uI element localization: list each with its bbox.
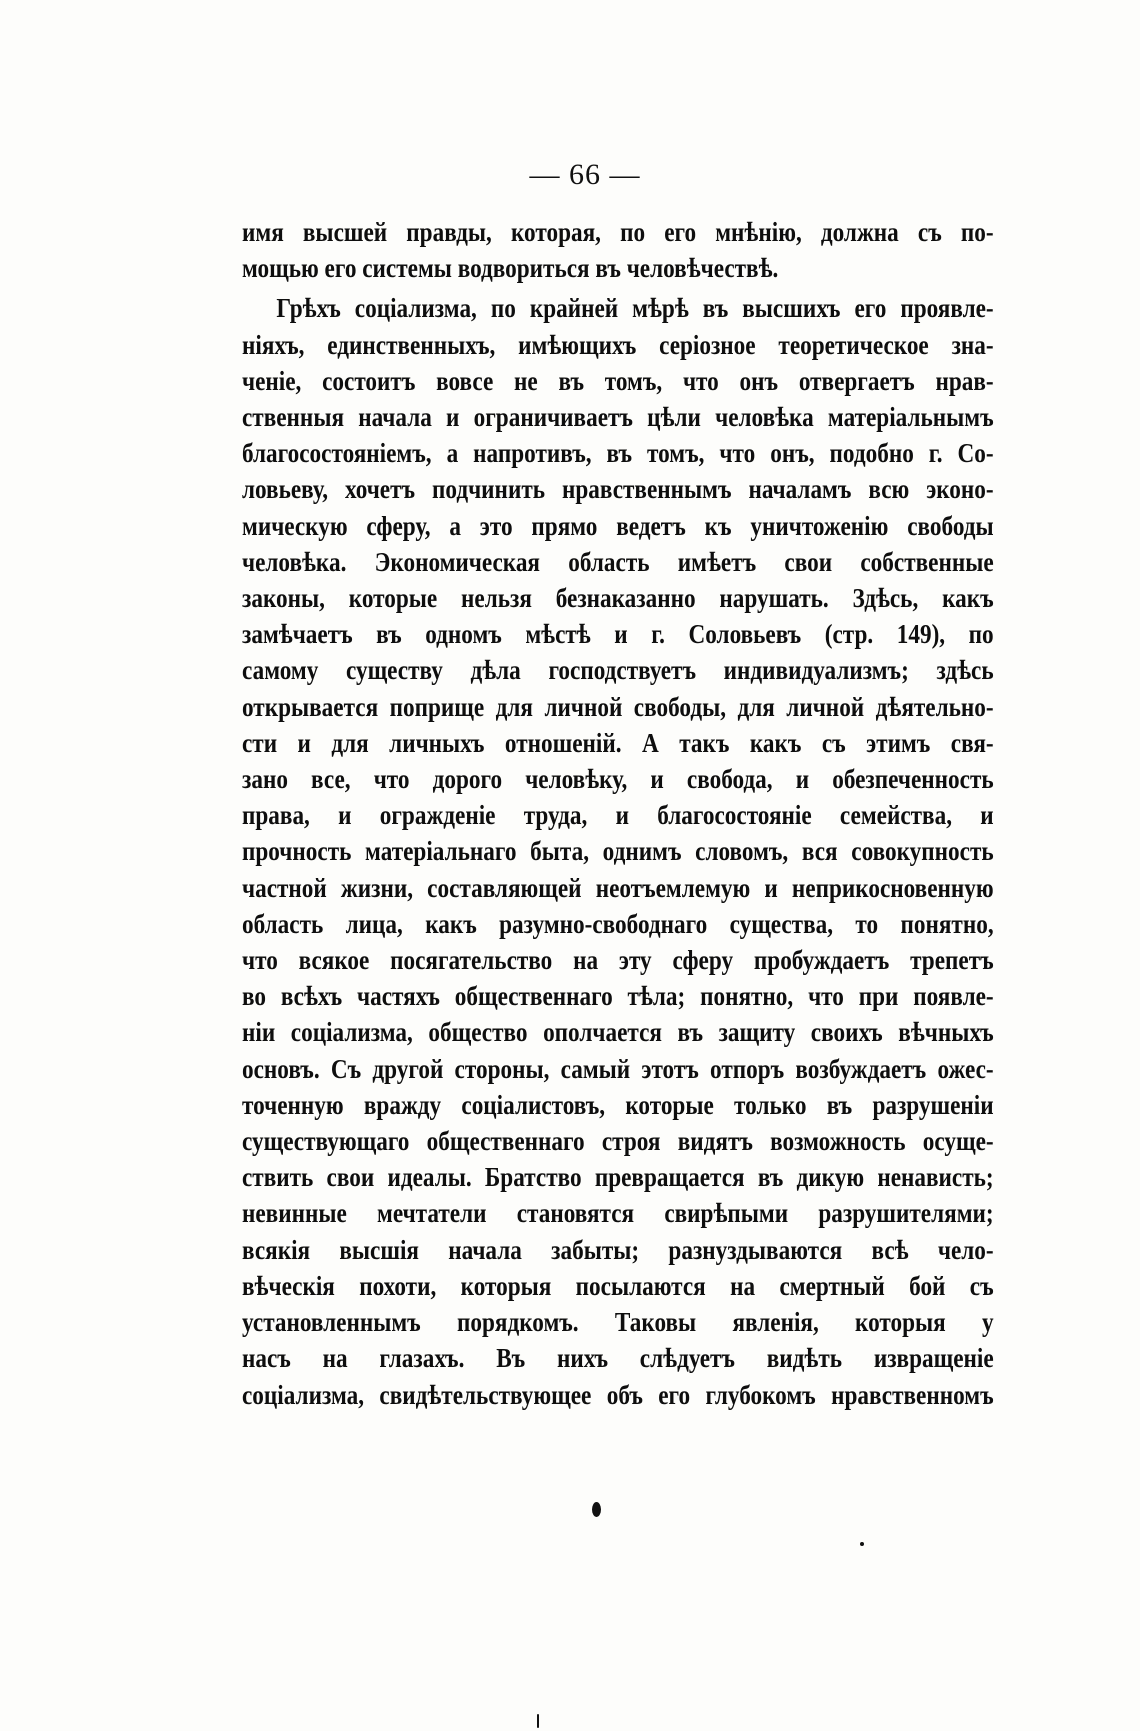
text-line: основъ. Съ другой стороны, самый этотъ отпоръ возбуждаетъ ожес-: [242, 1053, 994, 1084]
ink-blot: [592, 1502, 601, 1517]
text-line: мическую сферу, а это прямо ведетъ къ уничтоженію свободы: [242, 510, 994, 541]
text-line: прочность матеріальнаго быта, однимъ словомъ, вся совокупность: [242, 836, 994, 867]
text-line: установленнымъ порядкомъ. Таковы явленія, которыя у: [242, 1307, 994, 1338]
text-line: ственныя начала и ограничиваетъ цѣли человѣка матеріальнымъ: [242, 402, 994, 433]
text-line: что всякое посягательство на эту сферу пробуждаетъ трепетъ: [242, 945, 994, 976]
text-line: имя высшей правды, которая, по его мнѣнію, должна съ по-: [242, 217, 994, 247]
text-line: замѣчаетъ въ одномъ мѣстѣ и г. Соловьевъ (стр. 149), по: [242, 619, 994, 650]
body-text: [242, 214, 994, 1413]
text-line: во всѣхъ частяхъ общественнаго тѣла; понятно, что при появле-: [242, 981, 994, 1012]
text-line: зано все, что дорого человѣку, и свобода, и обезпеченность: [242, 764, 994, 795]
text-line: частной жизни, составляющей неотъемлемую и неприкосновенную: [242, 872, 994, 903]
ink-speck: [860, 1542, 864, 1546]
text-line: ловьеву, хочетъ подчинить нравственнымъ началамъ всю эконо-: [242, 474, 994, 505]
text-line: ніи соціализма, общество ополчается въ защиту своихъ вѣчныхъ: [242, 1017, 994, 1048]
text-line: человѣка. Экономическая область имѣетъ свои собственные: [242, 546, 994, 577]
text-line: открывается поприще для личной свободы, для личной дѣятельно-: [242, 691, 994, 722]
text-line: ніяхъ, единственныхъ, имѣющихъ серіозное теоретическое зна-: [242, 329, 994, 360]
text-line: благосостояніемъ, а напротивъ, въ томъ, что онъ, подобно г. Со-: [242, 438, 994, 469]
text-line: точенную вражду соціалистовъ, которые только въ разрушеніи: [242, 1089, 994, 1120]
text-line: всякія высшія начала забыты; разнуздываются всѣ чело-: [242, 1234, 994, 1265]
text-line: насъ на глазахъ. Въ нихъ слѣдуетъ видѣть извращеніе: [242, 1343, 994, 1374]
text-line: существующаго общественнаго строя видятъ возможность осуще-: [242, 1126, 994, 1157]
text-line: законы, которые нельзя безнаказанно нарушать. Здѣсь, какъ: [242, 583, 994, 614]
text-line: Грѣхъ соціализма, по крайней мѣрѣ въ высшихъ его проявле-: [276, 293, 994, 324]
text-line: сти и для личныхъ отношеній. А такъ какъ съ этимъ свя-: [242, 727, 994, 758]
text-line: мощью его системы водвориться въ человѣчествѣ.: [242, 253, 779, 284]
ink-speck: [537, 1714, 539, 1728]
text-line: соціализма, свидѣтельствующее объ его глубокомъ нравственномъ: [242, 1379, 994, 1410]
text-line: ченіе, состоитъ вовсе не въ томъ, что онъ отвергаетъ нрав-: [242, 365, 994, 396]
page-number: — 66 —: [529, 158, 641, 191]
text-line: вѣческія похоти, которыя посылаются на смертный бой съ: [242, 1270, 994, 1301]
text-line: невинные мечтатели становятся свирѣпыми разрушителями;: [242, 1198, 994, 1229]
text-line: самому существу дѣла господствуетъ индивидуализмъ; здѣсь: [242, 655, 994, 686]
text-line: ствить свои идеалы. Братство превращается въ дикую ненависть;: [242, 1162, 994, 1193]
paragraph-2: [242, 290, 994, 1412]
text-line: права, и огражденіе труда, и благосостояніе семейства, и: [242, 800, 994, 831]
text-line: область лица, какъ разумно-свободнаго существа, то понятно,: [242, 908, 994, 939]
paragraph-1: [242, 214, 994, 286]
